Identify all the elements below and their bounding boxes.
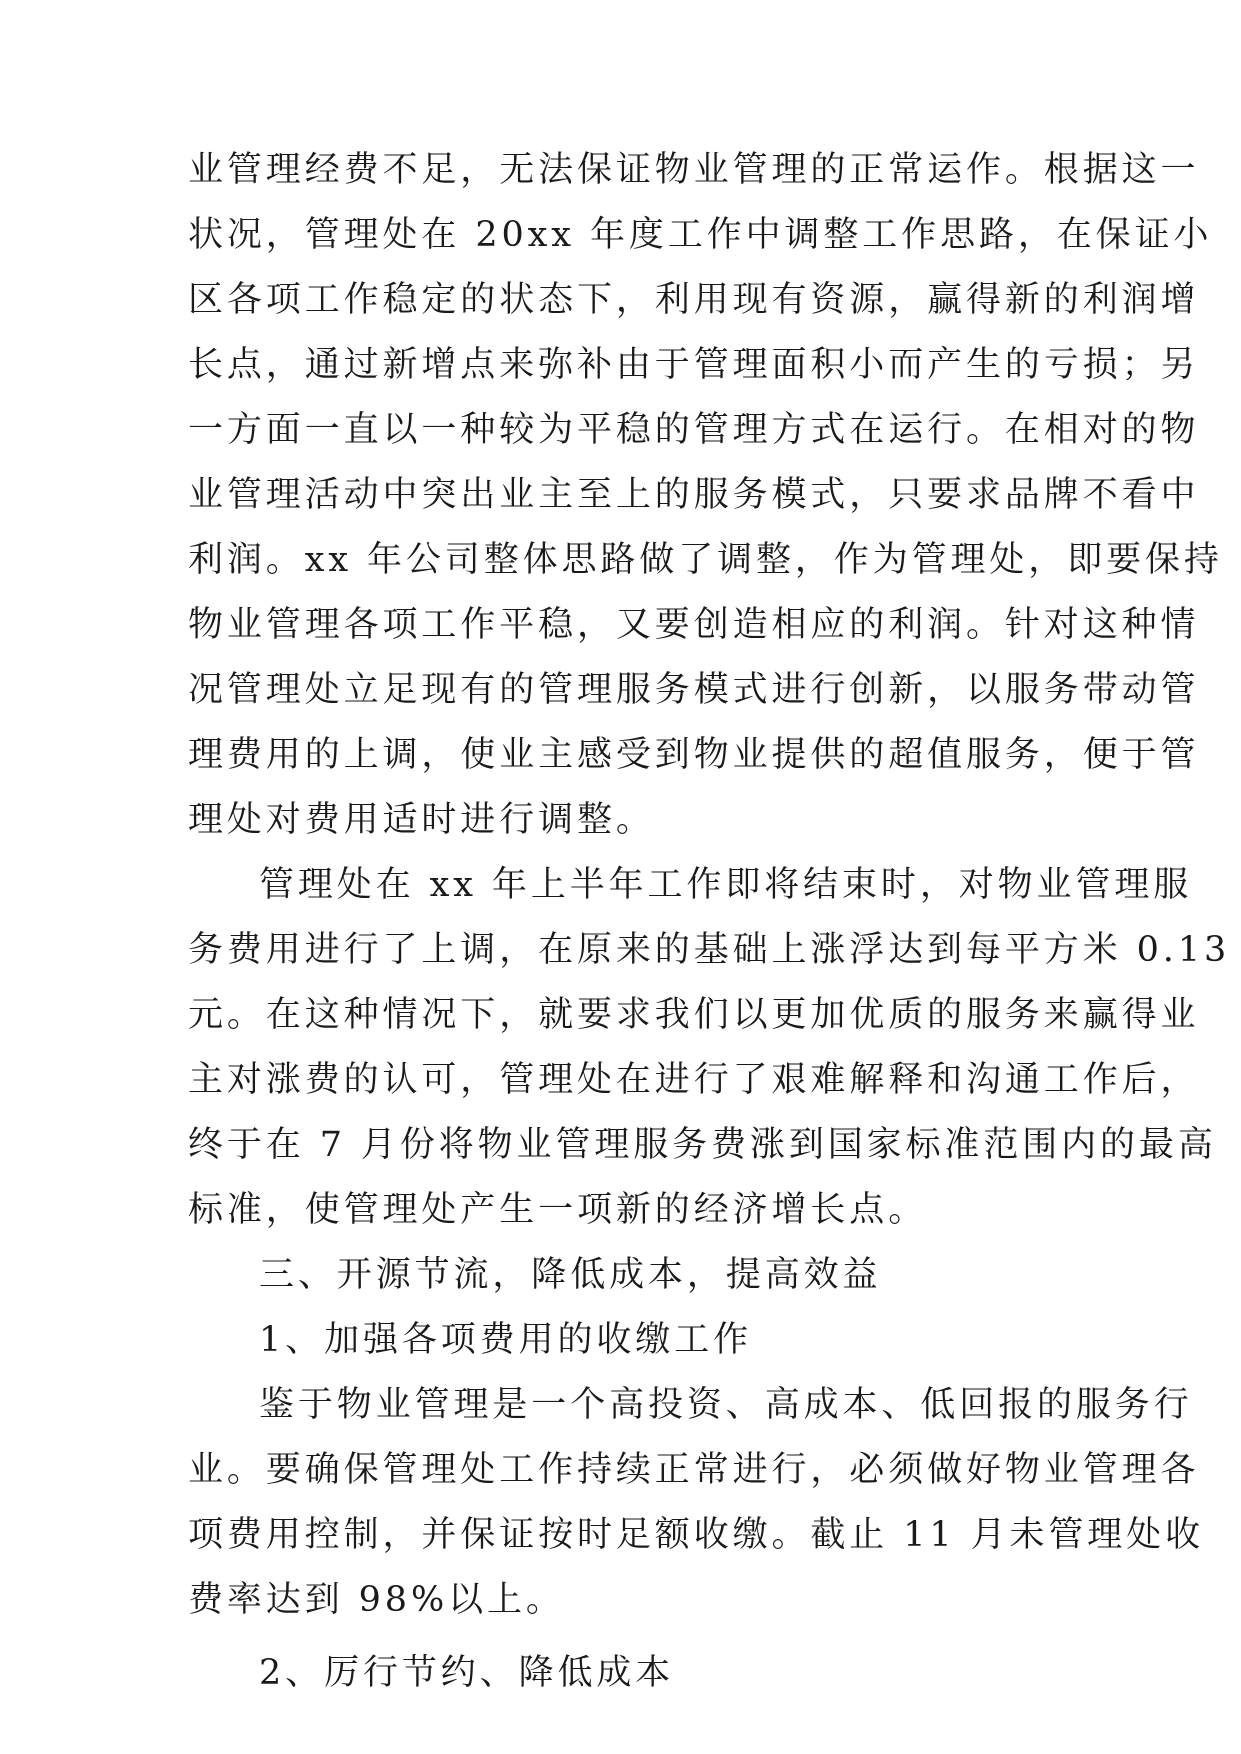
subsection-heading: 2、厉行节约、降低成本 (259, 1653, 675, 1693)
text-line: 理处对费用适时进行调整。 (188, 800, 655, 840)
text-line: 物业管理各项工作平稳，又要创造相应的利润。针对这种情 (188, 605, 1200, 645)
text-line: 状况，管理处在 20xx 年度工作中调整工作思路，在保证小 (188, 215, 1213, 255)
text-line: 标准，使管理处产生一项新的经济增长点。 (188, 1190, 928, 1230)
text-line: 业。要确保管理处工作持续正常进行，必须做好物业管理各 (188, 1450, 1200, 1490)
subsection-heading: 1、加强各项费用的收缴工作 (259, 1320, 752, 1360)
text-line: 利润。xx 年公司整体思路做了调整，作为管理处，即要保持 (188, 540, 1223, 580)
text-line: 一方面一直以一种较为平稳的管理方式在运行。在相对的物 (188, 410, 1200, 450)
text-line: 终于在 7 月份将物业管理服务费涨到国家标准范围内的最高 (188, 1125, 1217, 1165)
text-line: 项费用控制，并保证按时足额收缴。截止 11 月未管理处收 (188, 1515, 1204, 1555)
paragraph-first-line: 鉴于物业管理是一个高投资、高成本、低回报的服务行 (259, 1385, 1193, 1425)
text-line: 费率达到 98%以上。 (188, 1580, 565, 1620)
text-line: 业管理活动中突出业主至上的服务模式，只要求品牌不看中 (188, 475, 1200, 515)
document-body (188, 138, 1231, 1706)
text-line: 区各项工作稳定的状态下，利用现有资源，赢得新的利润增 (188, 280, 1200, 320)
text-line: 况管理处立足现有的管理服务模式进行创新，以服务带动管 (188, 670, 1200, 710)
text-line: 长点，通过新增点来弥补由于管理面积小而产生的亏损；另 (188, 345, 1200, 385)
text-line: 元。在这种情况下，就要求我们以更加优质的服务来赢得业 (188, 995, 1200, 1035)
section-heading: 三、开源节流，降低成本，提高效益 (259, 1255, 882, 1295)
paragraph-first-line: 管理处在 xx 年上半年工作即将结束时，对物业管理服 (259, 865, 1193, 905)
text-line: 业管理经费不足，无法保证物业管理的正常运作。根据这一 (188, 150, 1200, 190)
text-line: 理费用的上调，使业主感受到物业提供的超值服务，便于管 (188, 735, 1200, 775)
text-line: 主对涨费的认可，管理处在进行了艰难解释和沟通工作后， (188, 1060, 1200, 1100)
text-line: 务费用进行了上调，在原来的基础上涨浮达到每平方米 0.13 (188, 930, 1231, 970)
